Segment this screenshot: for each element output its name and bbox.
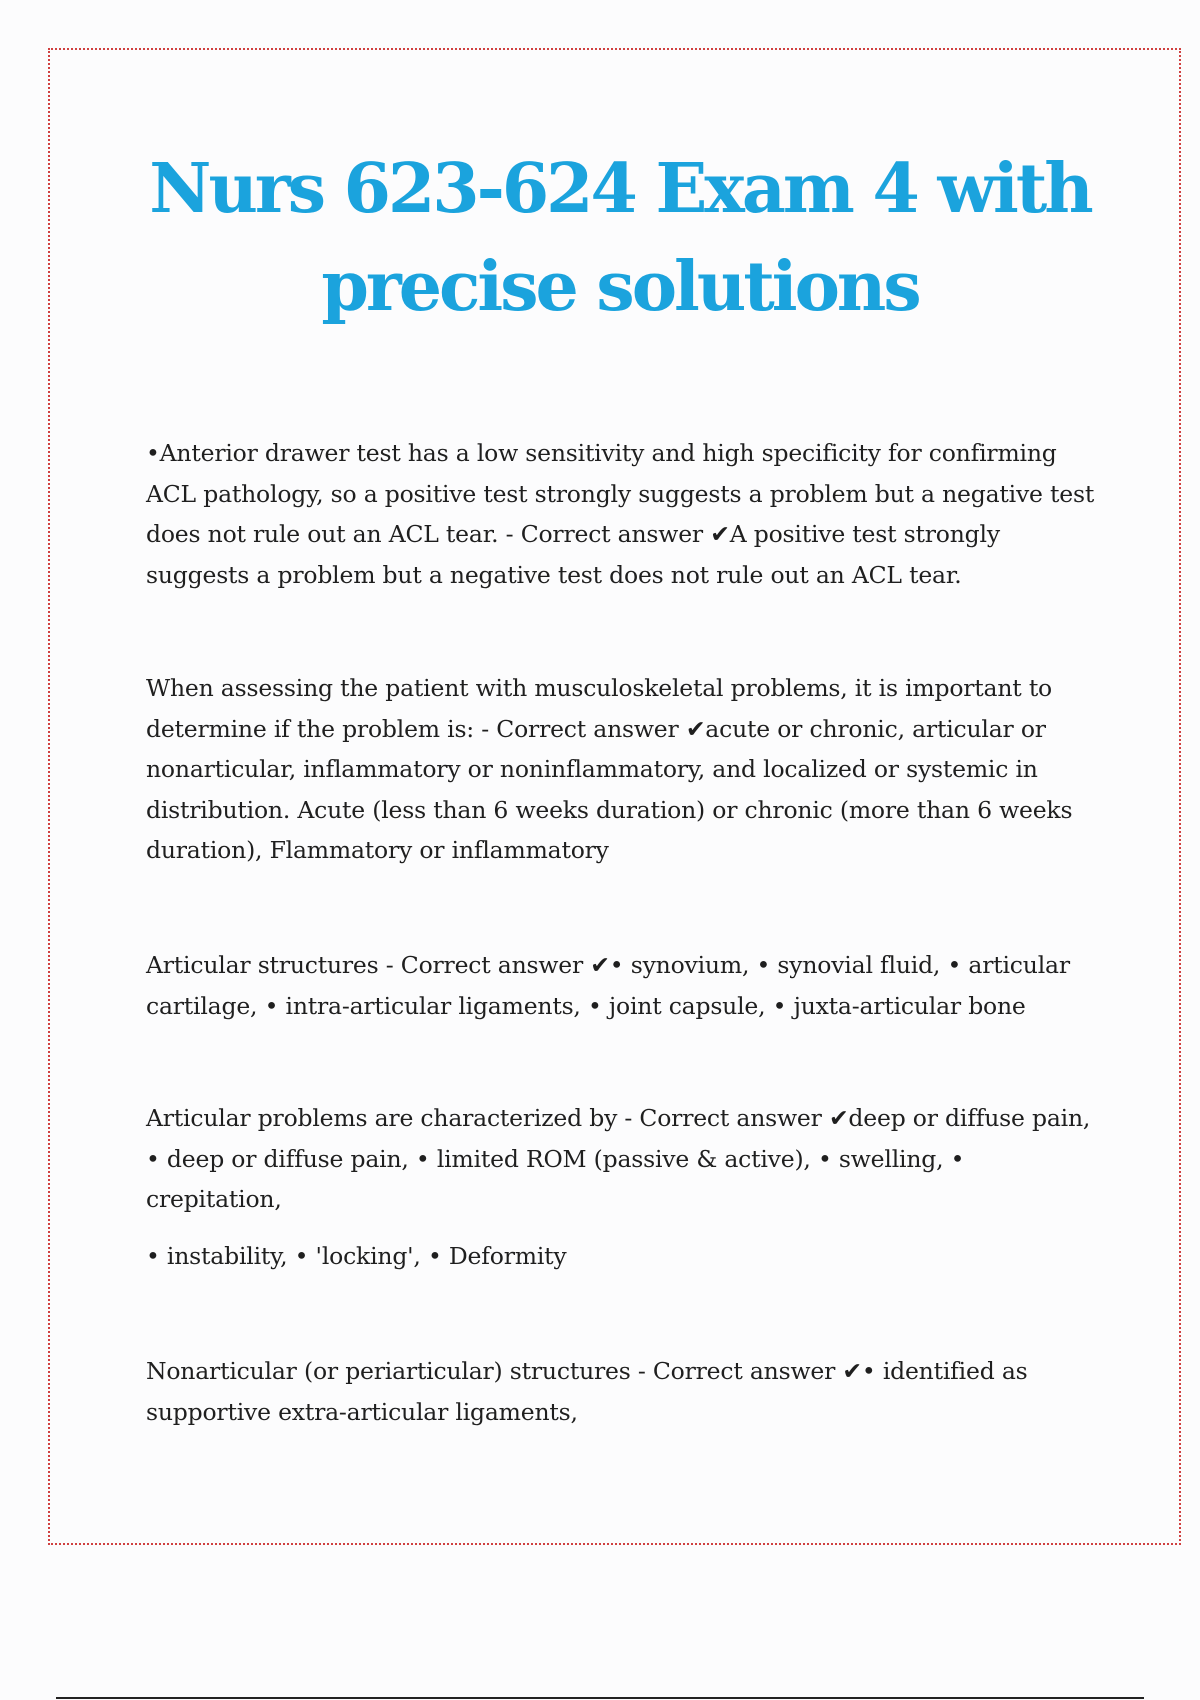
title-line-1: Nurs 623-624 Exam 4 with bbox=[149, 149, 1091, 229]
title-line-2: precise solutions bbox=[321, 247, 919, 327]
qa-entry-anterior-drawer: •Anterior drawer test has a low sensitivity and high specificity for confirming ACL pathology, so a positive test strongly suggests a problem but a negative test does not rule out an ACL tear. - Correct answer ✔A positive test strongly suggests a problem but a negative test does not rule out an ACL tear. bbox=[146, 439, 1095, 589]
qa-entry-articular-problems-continued: • instability, • 'locking', • Deformity bbox=[146, 1242, 567, 1270]
qa-entry-nonarticular-structures: Nonarticular (or periarticular) structures - Correct answer ✔• identified as supportive extra-articular ligaments, bbox=[146, 1357, 1028, 1426]
footer-divider bbox=[56, 1697, 1144, 1699]
qa-entry-articular-problems: Articular problems are characterized by - Correct answer ✔deep or diffuse pain, • deep or diffuse pain, • limited ROM (passive & active), • swelling, • crepitation, bbox=[146, 1104, 1091, 1213]
qa-entry-musculoskeletal-assessment: When assessing the patient with musculoskeletal problems, it is important to determine if the problem is: - Correct answer ✔acute or chronic, articular or nonarticular, inflammatory or noninflammatory, and localized or systemic in distribution. Acute (less than 6 weeks duration) or chronic (more than 6 weeks duration), Flammatory or inflammatory bbox=[146, 674, 1073, 864]
document-title bbox=[140, 140, 1100, 336]
qa-entry-articular-structures: Articular structures - Correct answer ✔• synovium, • synovial fluid, • articular cartilage, • intra-articular ligaments, • joint capsule, • juxta-articular bone bbox=[146, 951, 1070, 1020]
